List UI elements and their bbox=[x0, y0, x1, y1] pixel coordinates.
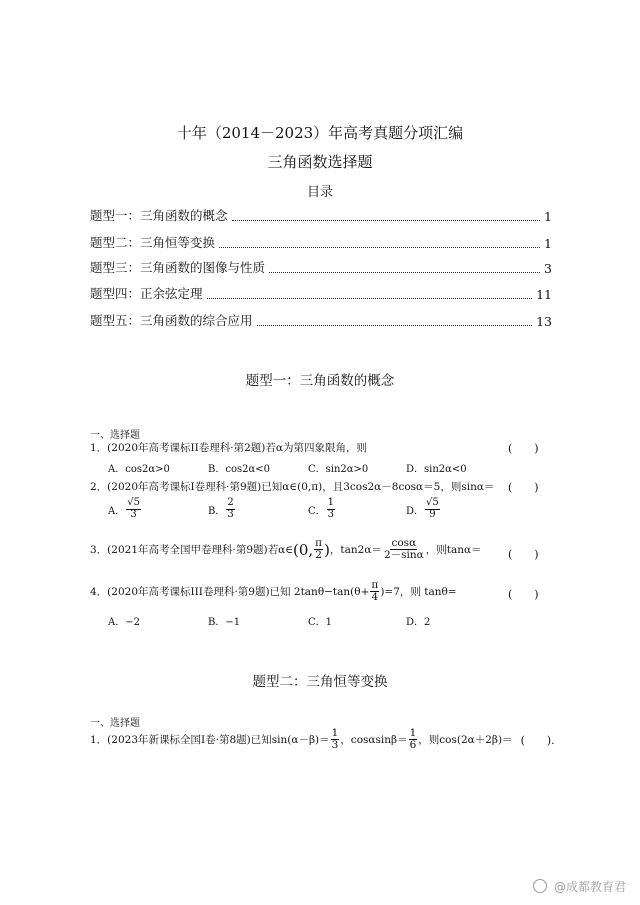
toc-page: 13 bbox=[536, 314, 552, 329]
fraction-denominator: 2 bbox=[315, 549, 322, 562]
toc-leader bbox=[257, 325, 533, 326]
interval-right: ) bbox=[324, 540, 330, 559]
watermark-text: @成都教育君 bbox=[553, 880, 626, 894]
question-4-text bbox=[90, 580, 457, 603]
section-subheading: 一、选择题 bbox=[90, 430, 140, 441]
q-suffix: ，则tanα＝ bbox=[425, 544, 482, 557]
fraction-numerator: √5 bbox=[127, 497, 140, 508]
fraction-denominator: 3 bbox=[227, 508, 234, 520]
watermark bbox=[533, 878, 626, 895]
fraction-numerator: √5 bbox=[426, 497, 439, 508]
q-mid: ，tan2α＝ bbox=[329, 544, 382, 557]
q-prefix: 1．(2023年新课标全国I卷·第8题)已知sin(α－β)＝ bbox=[90, 734, 330, 747]
option-label: A． bbox=[108, 505, 126, 517]
option-a: A．−2 bbox=[108, 617, 140, 628]
q-suffix: ，则cos(2α＋2β)＝ bbox=[418, 734, 513, 747]
toc-page: 3 bbox=[544, 261, 552, 276]
fraction-numerator: 1 bbox=[331, 727, 339, 739]
option-label: D． bbox=[406, 505, 425, 517]
fraction-denominator: 2－sinα bbox=[383, 549, 424, 562]
toc-item-4[interactable] bbox=[90, 284, 552, 302]
toc-label: 题型五：三角函数的综合应用 bbox=[90, 313, 253, 328]
option-d: D．2 bbox=[406, 617, 431, 628]
option-d bbox=[406, 498, 441, 520]
answer-paren: ( ) bbox=[508, 442, 539, 455]
question-1-text: 1．(2020年高考课标II卷理科·第2题)若α为第四象限角，则 bbox=[90, 442, 367, 454]
toc-leader bbox=[232, 220, 541, 221]
fraction bbox=[425, 498, 440, 520]
option-a: A．cos2α>0 bbox=[108, 464, 170, 475]
answer-paren: ( ) bbox=[508, 588, 539, 601]
fraction bbox=[331, 728, 340, 751]
option-b: B．−1 bbox=[208, 617, 241, 628]
option-b bbox=[208, 498, 236, 520]
fraction bbox=[383, 538, 425, 561]
toc-leader bbox=[269, 272, 540, 273]
option-d: D．sin2α<0 bbox=[406, 464, 467, 475]
fraction-denominator: 6 bbox=[409, 739, 417, 752]
section-subheading: 一、选择题 bbox=[90, 718, 140, 729]
q-prefix: 4．(2020年高考课标III卷理科·第9题)已知 2tanθ−tan(θ+ bbox=[90, 586, 370, 599]
q-prefix: 3．(2021年高考全国甲卷理科·第9题)若α∈ bbox=[90, 544, 293, 557]
fraction-denominator: 3 bbox=[327, 508, 335, 520]
fraction bbox=[409, 728, 418, 751]
toc-item-1[interactable] bbox=[90, 206, 552, 224]
fraction-denominator: 3 bbox=[130, 508, 137, 520]
toc-item-5[interactable] bbox=[90, 311, 552, 329]
toc-page: 11 bbox=[536, 287, 552, 302]
toc-item-2[interactable] bbox=[90, 233, 552, 251]
document-title: 十年（2014－2023）年高考真题分项汇编 bbox=[176, 124, 464, 142]
toc-label: 题型四：正余弦定理 bbox=[90, 286, 203, 301]
question-1-text bbox=[90, 728, 555, 751]
toc-page: 1 bbox=[544, 209, 552, 224]
question-3-text bbox=[90, 538, 482, 561]
fraction-denominator: 9 bbox=[429, 508, 436, 520]
option-b: B．cos2α<0 bbox=[208, 464, 270, 475]
answer-paren: ( ) bbox=[508, 548, 539, 561]
toc-page: 1 bbox=[544, 236, 552, 251]
fraction-denominator: 4 bbox=[371, 591, 379, 604]
toc-item-3[interactable] bbox=[90, 258, 552, 276]
fraction bbox=[327, 498, 335, 520]
q-mid: ，cosαsinβ＝ bbox=[340, 734, 408, 747]
fraction-numerator: 1 bbox=[327, 497, 335, 508]
toc-heading: 目录 bbox=[306, 185, 333, 200]
fraction-numerator: 2 bbox=[227, 497, 234, 508]
fraction-numerator: 1 bbox=[409, 727, 417, 739]
fraction-denominator: 3 bbox=[331, 739, 339, 752]
fraction bbox=[126, 498, 141, 520]
toc-leader bbox=[219, 247, 540, 248]
option-c: C．sin2α>0 bbox=[308, 464, 369, 475]
fraction bbox=[226, 498, 234, 520]
toc-leader bbox=[207, 298, 533, 299]
option-c bbox=[308, 498, 336, 520]
toc-label: 题型三：三角函数的图像与性质 bbox=[90, 260, 266, 275]
toc-label: 题型一：三角函数的概念 bbox=[90, 208, 228, 223]
option-label: C． bbox=[308, 505, 326, 517]
q-suffix: )=7，则 tanθ= bbox=[380, 586, 457, 599]
option-c: C．1 bbox=[308, 617, 333, 628]
document-subtitle: 三角函数选择题 bbox=[267, 153, 373, 171]
answer-paren: ( ) bbox=[508, 481, 539, 494]
fraction-numerator: π bbox=[371, 579, 379, 591]
section-title-1: 题型一：三角函数的概念 bbox=[245, 373, 395, 389]
fraction bbox=[314, 538, 323, 561]
fraction bbox=[370, 580, 379, 603]
section-title-2: 题型二：三角恒等变换 bbox=[252, 674, 388, 690]
option-a bbox=[108, 498, 142, 520]
toc-label: 题型二：三角恒等变换 bbox=[90, 235, 216, 250]
answer-paren: ( ). bbox=[520, 733, 555, 747]
question-2-text: 2．(2020年高考课标I卷理科·第9题)已知α∈(0,π)，且3cos2α－8cosα＝5，则sinα＝ bbox=[90, 481, 495, 493]
watermark-logo-icon bbox=[533, 879, 547, 893]
fraction-numerator: cosα bbox=[391, 537, 417, 549]
interval-left: (0, bbox=[292, 540, 314, 559]
fraction-numerator: π bbox=[315, 537, 323, 549]
option-label: B． bbox=[208, 505, 226, 517]
